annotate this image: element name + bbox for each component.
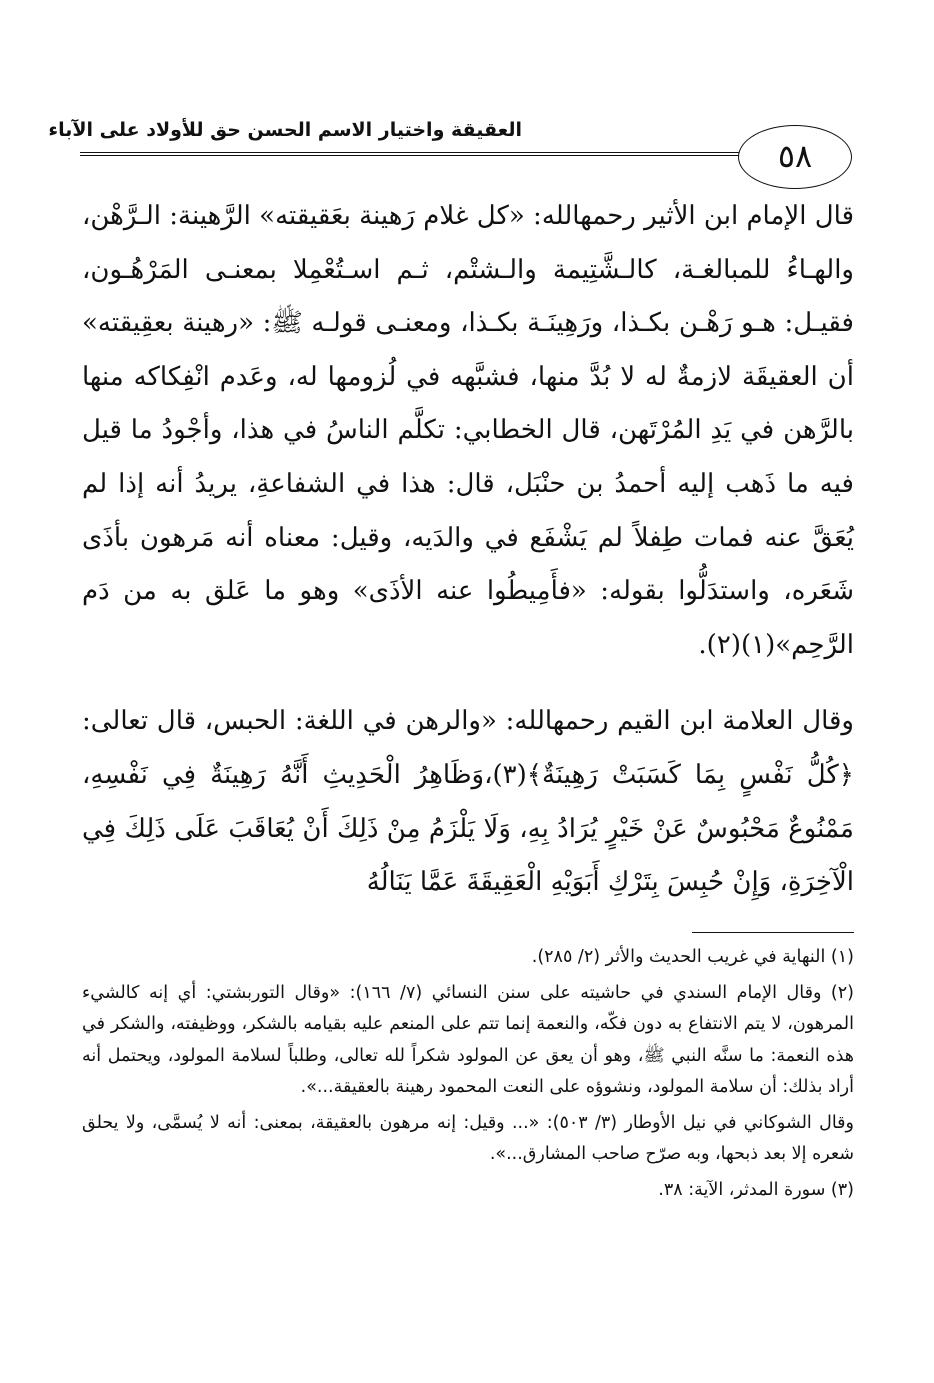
main-text (82, 190, 854, 910)
footnotes (82, 942, 854, 1210)
running-header-title: العقيقة واختيار الاسم الحسن حق للأولاد على الآباء (48, 119, 522, 141)
footnote-2: (٢) وقال الإمام السندي في حاشيته على سنن النسائي (٧/ ١٦٦): «وقال التوربشتي: أي إنه كالشيء المرهون، لا يتم الانتفاع به دون فكّه، والنعمة إنما تتم على المنعم عليه بقيامه بالشكر، ووظيفته، والشكر في هذه النعمة: ما سنَّه النبي ﷺ، وهو أن يعق عن المولود شكراً لله تعالى، وطلباً لسلامة المولود، ويحتمل أنه أراد بذلك: أن سلامة المولود، ونشوؤه على النعت المحمود رهينة بالعقيقة...». (82, 982, 854, 1097)
header-rule (80, 152, 740, 156)
footnote-separator (692, 932, 854, 933)
footnote-2-continued: وقال الشوكاني في نيل الأوطار (٣/ ٥٠٣): «... وقيل: إنه مرهون بالعقيقة، بمعنى: أنه لا يُسمَّى، ولا يحلق شعره إلا بعد ذبحها، وبه صرّح صاحب المشارق...». (82, 1112, 854, 1164)
footnote-3: (٣) سورة المدثر، الآية: ٣٨. (658, 1179, 854, 1200)
footnote-1: (١) النهاية في غريب الحديث والأثر (٢/ ٢٨٥). (531, 947, 854, 967)
paragraph-ibn-al-athir: قال الإمام ابن الأثير رحمهالله: «كل غلام رَهينة بعَقيقته» الرَّهينة: الـرَّهْن، والهـاءُ للمبالغـة، كالـشَّتِيمة والـشتْم، ثـم اسـتُعْمِلا بمعنـى المَرْهُـون، فقيـل: هـو رَهْـن بكـذا، ورَهِينَـة بكـذا، ومعنـى قولـه ﷺ: «رهينة بعقِيقته» أن العقيقَة لازمةٌ له لا بُدَّ منها، فشبَّهه في لُزومها له، وعَدم انْفِكاكه منها بالرَّهن في يَدِ المُرْتَهن، قال الخطابي: تكلَّم الناسُ في هذا، وأجْودُ ما قيل فيه ما ذَهب إليه أحمدُ بن حنْبَل، قال: هذا في الشفاعةِ، يريدُ أنه إذا لم يُعَقَّ عنه فمات طِفلاً لم يَشْفَع في والدَيه، وقيل: معناه أنه مَرهون بأذَى شَعَره، واستدَلُّوا بقوله: «فأَمِيطُوا عنه الأذَى» وهو ما عَلق به من دَم الرَّحِم»(١)(٢). (82, 201, 854, 660)
page-number: ٥٨ (738, 125, 852, 189)
paragraph-ibn-al-qayyim: وقال العلامة ابن القيم رحمهالله: «والرهن في اللغة: الحبس، قال تعالى: ﴿كُلُّ نَفْسٍ بِمَا كَسَبَتْ رَهِينَةٌ﴾(٣)،وَظَاهِرُ الْحَدِيثِ أَنَّهُ رَهِينَةٌ فِي نَفْسِهِ، مَمْنُوعٌ مَحْبُوسٌ عَنْ خَيْرٍ يُرَادُ بِهِ، وَلَا يَلْزَمُ مِنْ ذَلِكَ أَنْ يُعَاقَبَ عَلَى ذَلِكَ فِي الْآخِرَةِ، وَإِنْ حُبِسَ بِتَرْكِ أَبَوَيْهِ الْعَقِيقَةَ عَمَّا يَنَالُهُ (82, 706, 855, 898)
